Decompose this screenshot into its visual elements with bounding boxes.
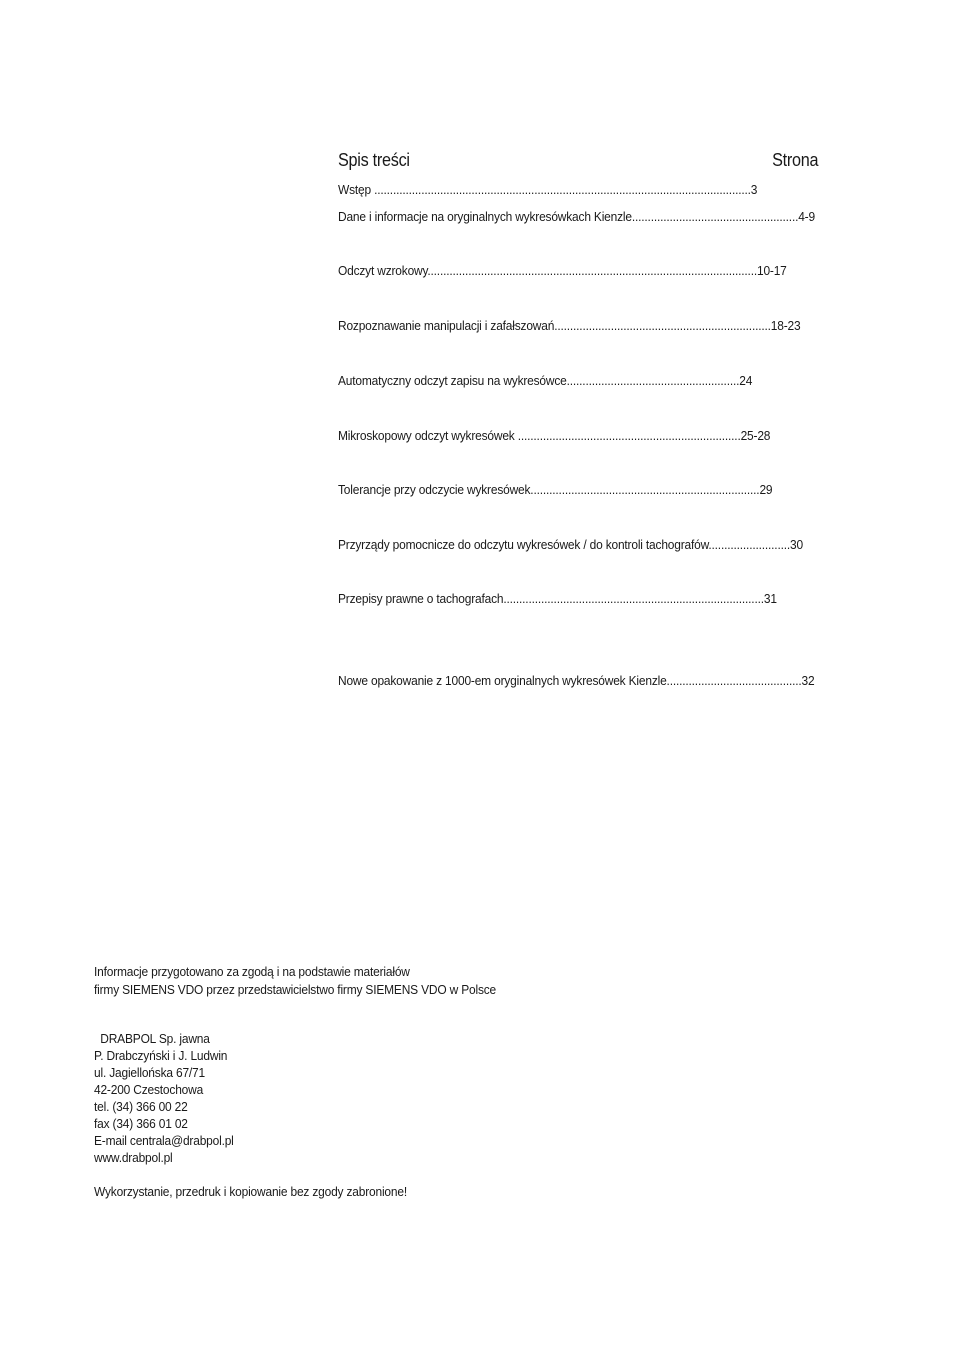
toc-entry-intro: Wstęp ........................................................................................................................3 [338, 182, 758, 197]
copyright-notice: Wykorzystanie, przedruk i kopiowanie bez zgody zabronione! [94, 1184, 407, 1199]
contact-phone: tel. (34) 366 00 22 [94, 1099, 188, 1114]
contact-website: www.drabpol.pl [94, 1150, 173, 1165]
toc-entry-tools: Przyrządy pomocnicze do odczytu wykresówek / do kontroli tachografów..........................30 [338, 537, 803, 552]
contact-company: DRABPOL Sp. jawna [94, 1031, 210, 1046]
contact-street: ul. Jagiellońska 67/71 [94, 1065, 205, 1080]
toc-page-heading: Strona [771, 150, 818, 170]
info-line-2: firmy SIEMENS VDO przez przedstawicielstwo firmy SIEMENS VDO w Polsce [94, 982, 497, 997]
toc-title: Spis treści [338, 150, 410, 170]
info-line-1: Informacje przygotowano za zgodą i na podstawie materiałów [94, 964, 410, 979]
toc-entry-new-packaging: Nowe opakowanie z 1000-em oryginalnych wykresówek Kienzle...........................................32 [338, 673, 815, 688]
toc-entry-data-info: Dane i informacje na oryginalnych wykresówkach Kienzle.....................................................4-9 [338, 209, 815, 224]
toc-entry-visual-reading: Odczyt wzrokowy.........................................................................................................10-17 [338, 263, 787, 278]
contact-city: 42-200 Czestochowa [94, 1082, 204, 1097]
toc-entry-microscope-reading: Mikroskopowy odczyt wykresówek .......................................................................25-28 [338, 428, 771, 443]
contact-fax: fax (34) 366 01 02 [94, 1116, 188, 1131]
toc-entry-manipulation: Rozpoznawanie manipulacji i zafałszowań.....................................................................18-23 [338, 318, 801, 333]
toc-header [338, 148, 818, 174]
contact-owners: P. Drabczyński i J. Ludwin [94, 1048, 228, 1063]
contact-email: E-mail centrala@drabpol.pl [94, 1133, 234, 1148]
toc-entry-regulations: Przepisy prawne o tachografach...................................................................................31 [338, 591, 777, 606]
toc-entry-automatic-reading: Automatyczny odczyt zapisu na wykresówce.......................................................24 [338, 373, 753, 388]
toc-entry-tolerances: Tolerancje przy odczycie wykresówek.........................................................................29 [338, 482, 773, 497]
